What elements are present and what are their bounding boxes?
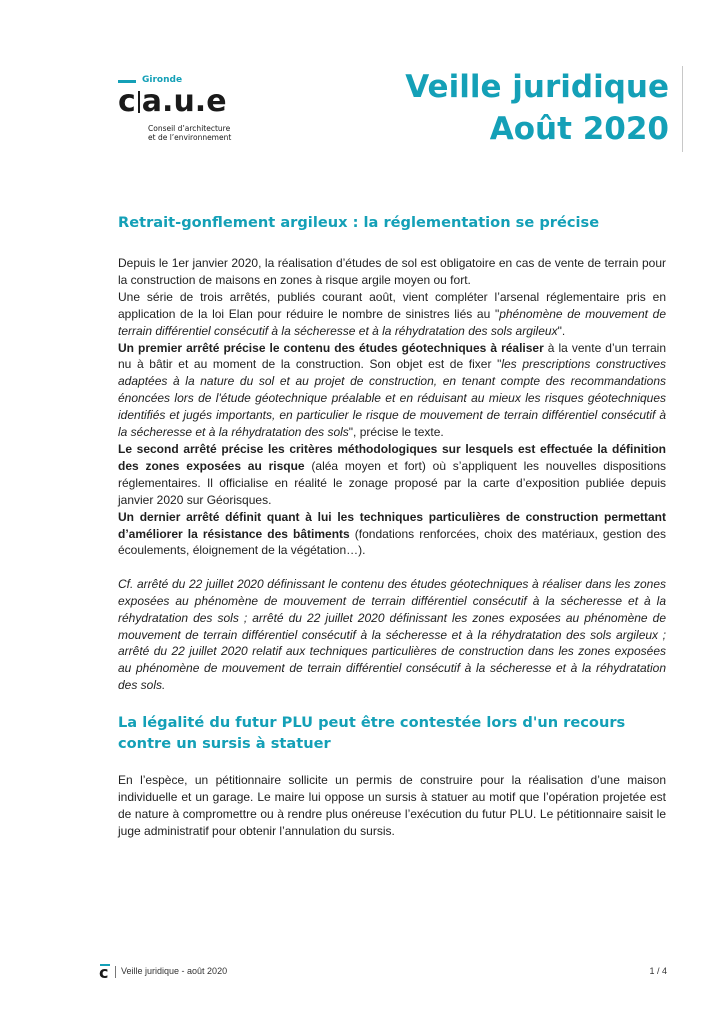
section-1-paragraph-2 <box>118 289 666 340</box>
p2-italic: phénomène de mouvement de terrain différentiel consécutif à la sécheresse et à la réhydratation des sols argileux <box>118 306 666 338</box>
section-1-paragraph-1: Depuis le 1er janvier 2020, la réalisation d’études de sol est obligatoire en cas de vente de terrain pour la construction de maisons en zones à risque argile moyen ou fort. <box>118 256 666 287</box>
section-1-paragraph-4 <box>118 441 666 509</box>
footer-label: Veille juridique - août 2020 <box>121 966 228 976</box>
title-line-1: Veille juridique <box>405 69 669 105</box>
section-1-reference <box>118 576 666 694</box>
document-body <box>118 212 666 840</box>
section-1-heading: Retrait-gonflement argileux : la réglementation se précise <box>118 214 600 231</box>
title-line-2: Août 2020 <box>489 111 669 147</box>
p5-text: (fondations renforcées, choix des matériaux, gestion des écoulements, éloignement de la végétation…). <box>118 526 666 558</box>
caue-logo <box>118 75 238 150</box>
section-1-paragraph-3 <box>118 340 666 441</box>
footer-logo <box>100 964 112 980</box>
title-rule <box>682 66 683 152</box>
logo-subtitle-line2: et de l’environnement <box>148 133 232 142</box>
p3-end: ", précise le texte. <box>348 425 444 440</box>
p4-text: (aléa moyen et fort) où s’appliquent les nouvelles dispositions réglementaires. Il officialise en réalité le zonage proposé par la carte d’exposition publiée depuis janvier 2020 sur Géorisques. <box>118 458 666 507</box>
section-2-paragraph-1: En l’espèce, un pétitionnaire sollicite un permis de construire pour la réalisation d’une maison individuelle et un garage. Le maire lui oppose un sursis à statuer au motif que l’opération projetée est de nature à compromettre ou à rendre plus onéreuse l’exécution du futur PLU. Le pétitionnaire saisit le juge administratif pour obtenir l’annulation du sursis. <box>118 773 666 838</box>
section-1-paragraph-5 <box>118 509 666 560</box>
p4-bold: Le second arrêté précise les critères méthodologiques sur lesquels est effectuée la définition des zones exposées au risque <box>118 441 666 473</box>
logo-region: Gironde <box>142 75 183 85</box>
logo-subtitle-line1: Conseil d’architecture <box>148 124 231 133</box>
p3-bold: Un premier arrêté précise le contenu des études géotechniques à réaliser <box>118 340 544 355</box>
page-number: 1 / 4 <box>649 966 667 976</box>
p5-bold: Un dernier arrêté définit quant à lui les techniques particulières de construction permettant d’améliorer la résistance des bâtiments <box>118 509 666 541</box>
p3-text: à la vente d’un terrain nu à bâtir et au moment de la construction. Son objet est de fixer " <box>118 340 666 372</box>
logo-wordmark-right: a.u.e <box>141 84 227 119</box>
page-footer <box>100 962 675 982</box>
logo-accent-bar <box>118 80 136 83</box>
reference-italic: Cf. arrêté du 22 juillet 2020 définissant le contenu des études géotechniques à réaliser dans les zones exposées au phénomène de mouvement de terrain différentiel consécutif à la sécheresse et à la réhydratation des sols ; arrêté du 22 juillet 2020 définissant les zones exposées au phénomène de mouvement de terrain différentiel consécutif à la sécheresse et à la réhydratation des sols argileux ; arrêté du 22 juillet 2020 relatif aux techniques particulières de construction dans les zones exposées au phénomène de mouvement de terrain différentiel consécutif à la sécheresse et à la réhydratation des sols. <box>118 576 666 693</box>
logo-wordmark <box>118 86 227 118</box>
footer-logo-letter: c <box>99 963 109 982</box>
logo-subtitle <box>148 124 231 142</box>
document-title <box>405 66 669 150</box>
section-2-heading: La légalité du futur PLU peut être contestée lors d'un recours contre un sursis à statuer <box>118 714 626 753</box>
footer-divider <box>115 966 116 978</box>
p2-end: ". <box>557 323 566 338</box>
p3-italic: les prescriptions constructives adaptées à la nature du sol et au projet de construction, en tenant compte des recommandations énoncées lors de l'étude géotechnique préalable et en réduisant au mieux les risques géotechniques identifiés et jugés importants, en particulier le risque de mouvement de terrain différentiel consécutif à la sécheresse et à la réhydratation des sols <box>118 357 667 440</box>
logo-pipe <box>138 91 140 113</box>
logo-wordmark-left: c <box>118 84 136 119</box>
p2-text: Une série de trois arrêtés, publiés courant août, vient compléter l’arsenal réglementaire pris en application de la loi Elan pour réduire le nombre de sinistres liés au " <box>118 289 666 321</box>
